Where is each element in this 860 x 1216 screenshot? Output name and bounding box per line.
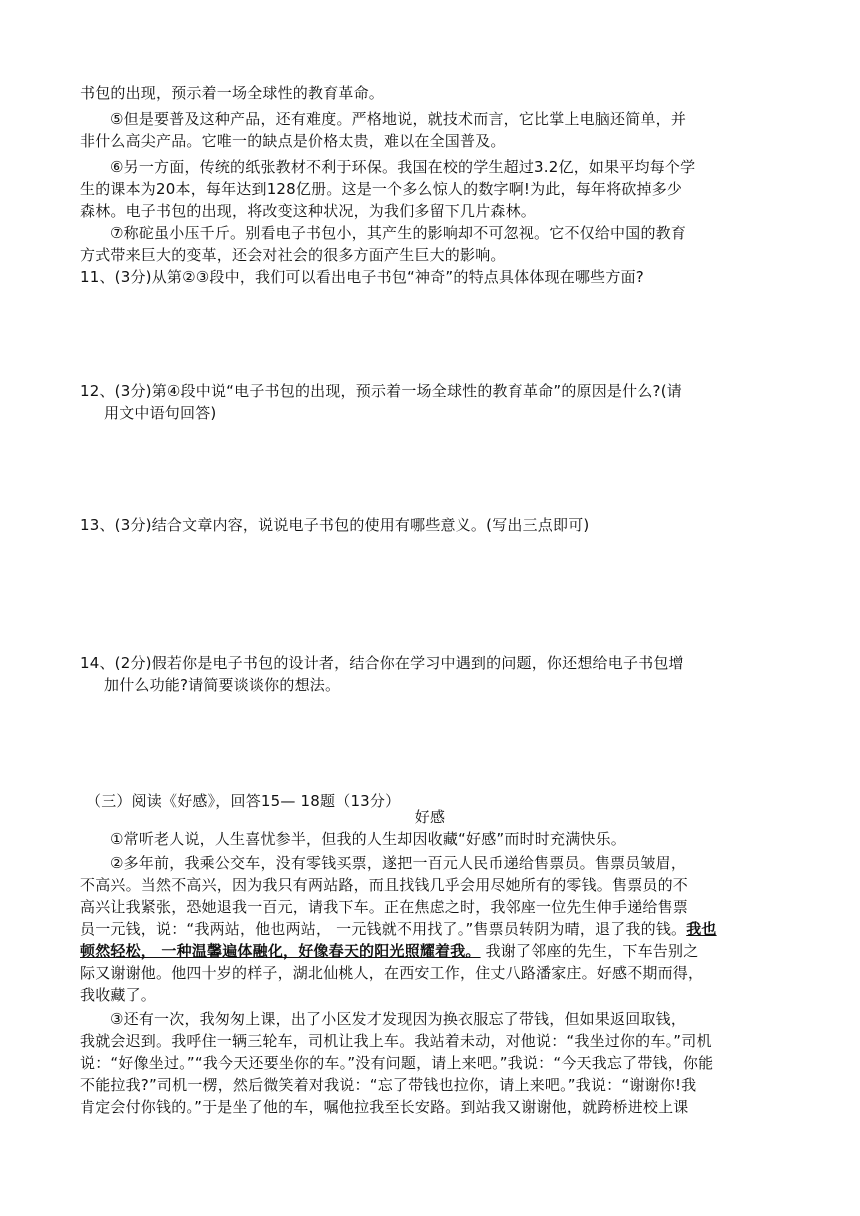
paragraph-5-line-2: 非什么高尖产品。它唯一的缺点是价格太贵，难以在全国普及。 xyxy=(80,132,506,150)
plain-text: 员一元钱，说：“我两站，他也两站， 一元钱就不用找了。”售票员转阴为晴，退了我的钱。 xyxy=(80,920,687,938)
emphasized-text: 我也 xyxy=(686,920,717,938)
paragraph-6-line-2: 生的课本为20本，每年达到128亿册。这是一个多么惊人的数字啊!为此，每年将砍掉多少 xyxy=(80,180,683,198)
article-paragraph-3-line-4: 不能拉我?”司机一楞，然后微笑着对我说：“忘了带钱也拉你，请上来吧。”我说：“谢谢你!我 xyxy=(80,1076,697,1094)
section-3-heading: （三）阅读《好感》，回答15— 18题（13分） xyxy=(86,792,401,810)
article-paragraph-2-line-6: 际又谢谢他。他四十岁的样子，湖北仙桃人，在西安工作，住丈八路潘家庄。好感不期而得， xyxy=(80,964,704,982)
paragraph-6-line-1: ⑥另一方面，传统的纸张教材不利于环保。我国在校的学生超过3.2亿，如果平均每个学 xyxy=(110,158,696,176)
question-12-line-2: 用文中语句回答) xyxy=(104,404,217,422)
paragraph-6-line-3: 森林。电子书包的出现，将改变这种状况，为我们多留下几片森林。 xyxy=(80,202,537,220)
article-paragraph-3-line-2: 我就会迟到。我呼住一辆三轮车，司机让我上车。我站着未动，对他说：“我坐过你的车。”司机 xyxy=(80,1032,712,1050)
article-paragraph-2-line-7: 我收藏了。 xyxy=(80,986,157,1004)
article-paragraph-2-line-2: 不高兴。当然不高兴，因为我只有两站路，而且找钱几乎会用尽她所有的零钱。售票员的不 xyxy=(80,876,689,894)
question-12-line-1: 12、(3分)第④段中说“电子书包的出现，预示着一场全球性的教育革命”的原因是什么?(请 xyxy=(80,382,682,400)
question-14-line-2: 加什么功能?请简要谈谈你的想法。 xyxy=(104,676,341,694)
question-13: 13、(3分)结合文章内容，说说电子书包的使用有哪些意义。(写出三点即可) xyxy=(80,516,590,534)
article-paragraph-1: ①常听老人说，人生喜忧参半，但我的人生却因收藏“好感”而时时充满快乐。 xyxy=(110,830,626,848)
paragraph-7-line-2: 方式带来巨大的变革，还会对社会的很多方面产生巨大的影响。 xyxy=(80,246,506,264)
article-paragraph-2-line-4 xyxy=(80,918,780,940)
text-line: 书包的出现，预示着一场全球性的教育革命。 xyxy=(80,84,385,102)
article-paragraph-2-line-3: 高兴让我紧张，恐她退我一百元，请我下车。正在焦虑之时，我邻座一位先生伸手递给售票 xyxy=(80,898,689,916)
question-11: 11、(3分)从第②③段中，我们可以看出电子书包“神奇”的特点具体体现在哪些方面? xyxy=(80,268,644,286)
article-paragraph-3-line-3: 说：“好像坐过。”“我今天还要坐你的车。”没有问题，请上来吧。”我说：“今天我忘了带钱，你能 xyxy=(80,1054,714,1072)
paragraph-7-line-1: ⑦称砣虽小压千斤。别看电子书包小，其产生的影响却不可忽视。它不仅给中国的教育 xyxy=(110,224,687,242)
question-14-line-1: 14、(2分)假若你是电子书包的设计者，结合你在学习中遇到的问题，你还想给电子书包增 xyxy=(80,654,684,672)
article-paragraph-3-line-5: 肯定会付你钱的。”于是坐了他的车，嘱他拉我至长安路。到站我又谢谢他，就跨桥进校上课 xyxy=(80,1098,689,1116)
article-paragraph-3-line-1: ③还有一次，我匆匆上课，出了小区发才发现因为换衣服忘了带钱，但如果返回取钱， xyxy=(110,1010,687,1028)
paragraph-5-line-1: ⑤但是要普及这种产品，还有难度。严格地说，就技术而言，它比掌上电脑还简单，并 xyxy=(110,110,687,128)
article-paragraph-2-line-1: ②多年前，我乘公交车，没有零钱买票，遂把一百元人民币递给售票员。售票员皱眉， xyxy=(110,854,687,872)
article-title: 好感 xyxy=(414,808,446,826)
emphasized-text: 顿然轻松， 一种温馨遍体融化，好像春天的阳光照耀着我。 xyxy=(80,942,481,960)
plain-text: 我谢了邻座的先生，下车告别之 xyxy=(480,942,699,960)
article-paragraph-2-line-5 xyxy=(80,940,780,962)
